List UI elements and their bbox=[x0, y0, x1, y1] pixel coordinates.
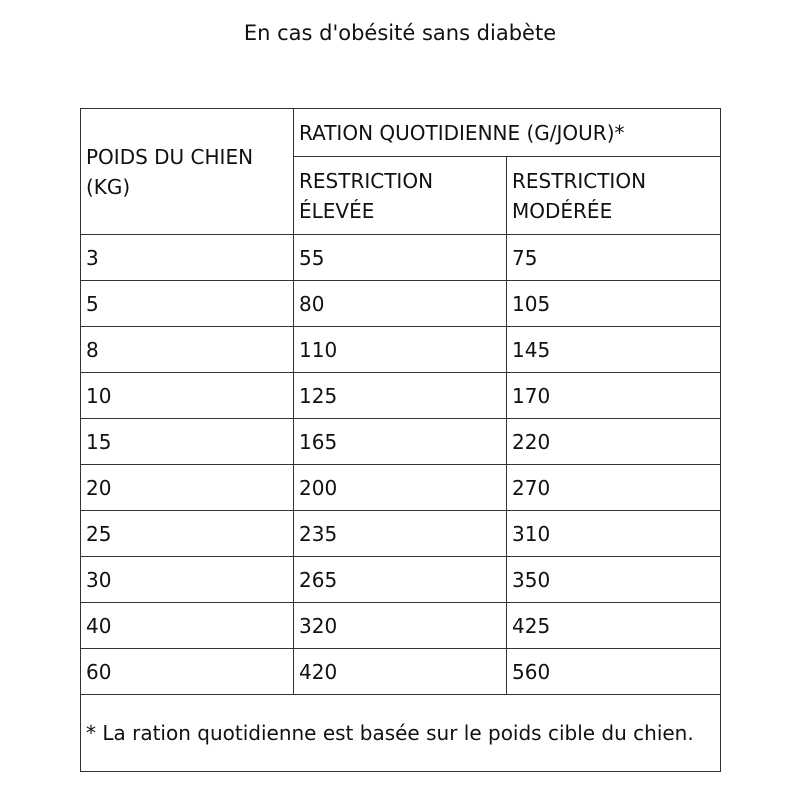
cell-restriction-high: 110 bbox=[294, 327, 507, 373]
cell-weight: 3 bbox=[81, 235, 294, 281]
cell-restriction-moderate: 220 bbox=[507, 419, 721, 465]
table-row bbox=[81, 511, 721, 557]
cell-restriction-high: 265 bbox=[294, 557, 507, 603]
table-row bbox=[81, 557, 721, 603]
header-row-group bbox=[81, 109, 721, 157]
table-row bbox=[81, 235, 721, 281]
cell-restriction-high: 235 bbox=[294, 511, 507, 557]
table-row bbox=[81, 281, 721, 327]
cell-restriction-moderate: 350 bbox=[507, 557, 721, 603]
cell-weight: 25 bbox=[81, 511, 294, 557]
cell-restriction-high: 200 bbox=[294, 465, 507, 511]
cell-restriction-moderate: 105 bbox=[507, 281, 721, 327]
footnote: * La ration quotidienne est basée sur le poids cible du chien. bbox=[81, 695, 721, 772]
cell-restriction-high: 55 bbox=[294, 235, 507, 281]
header-daily-ration: RATION QUOTIDIENNE (G/JOUR)* bbox=[294, 109, 721, 157]
cell-restriction-high: 320 bbox=[294, 603, 507, 649]
table-row bbox=[81, 649, 721, 695]
ration-table bbox=[80, 108, 721, 772]
cell-weight: 10 bbox=[81, 373, 294, 419]
footnote-row bbox=[81, 695, 721, 772]
cell-restriction-moderate: 560 bbox=[507, 649, 721, 695]
cell-restriction-moderate: 145 bbox=[507, 327, 721, 373]
page-title: En cas d'obésité sans diabète bbox=[243, 21, 557, 45]
cell-weight: 8 bbox=[81, 327, 294, 373]
table-row bbox=[81, 603, 721, 649]
cell-weight: 20 bbox=[81, 465, 294, 511]
cell-restriction-moderate: 270 bbox=[507, 465, 721, 511]
cell-weight: 40 bbox=[81, 603, 294, 649]
cell-restriction-high: 165 bbox=[294, 419, 507, 465]
table-row bbox=[81, 465, 721, 511]
cell-restriction-moderate: 170 bbox=[507, 373, 721, 419]
cell-restriction-high: 80 bbox=[294, 281, 507, 327]
table-row bbox=[81, 419, 721, 465]
header-weight: POIDS DU CHIEN (KG) bbox=[81, 109, 294, 235]
cell-restriction-moderate: 310 bbox=[507, 511, 721, 557]
header-restriction-moderate: RESTRICTION MODÉRÉE bbox=[507, 157, 721, 235]
table-row bbox=[81, 373, 721, 419]
table-row bbox=[81, 327, 721, 373]
header-restriction-high: RESTRICTION ÉLEVÉE bbox=[294, 157, 507, 235]
cell-weight: 15 bbox=[81, 419, 294, 465]
cell-restriction-high: 125 bbox=[294, 373, 507, 419]
cell-restriction-moderate: 75 bbox=[507, 235, 721, 281]
cell-restriction-high: 420 bbox=[294, 649, 507, 695]
cell-restriction-moderate: 425 bbox=[507, 603, 721, 649]
cell-weight: 30 bbox=[81, 557, 294, 603]
cell-weight: 5 bbox=[81, 281, 294, 327]
cell-weight: 60 bbox=[81, 649, 294, 695]
